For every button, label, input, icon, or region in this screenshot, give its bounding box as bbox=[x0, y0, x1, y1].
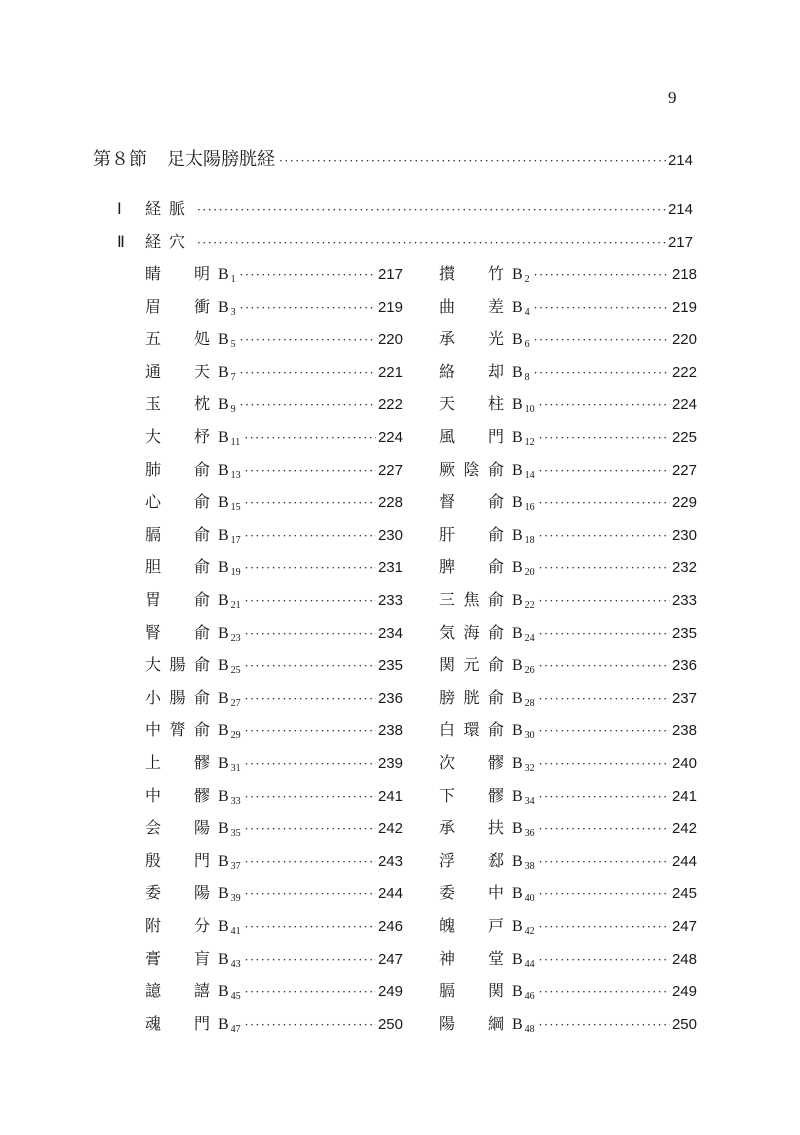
point-code: B $_{33}$ bbox=[218, 788, 241, 807]
point-entry[interactable] bbox=[439, 978, 697, 1002]
leader-dots bbox=[245, 790, 376, 804]
leader-dots bbox=[539, 561, 670, 575]
leader-dots bbox=[245, 496, 376, 510]
point-page: 237 bbox=[671, 690, 697, 707]
point-page: 245 bbox=[671, 885, 697, 902]
point-code: B $_{46}$ bbox=[512, 983, 535, 1002]
leader-dots bbox=[245, 659, 376, 673]
point-entry[interactable] bbox=[439, 848, 697, 872]
point-entry[interactable] bbox=[439, 554, 697, 578]
leader-dots bbox=[245, 757, 376, 771]
point-page: 238 bbox=[671, 722, 697, 739]
leader-dots bbox=[539, 920, 670, 934]
point-name: 督俞 bbox=[439, 492, 504, 511]
point-name: 睛明 bbox=[145, 264, 210, 283]
point-page: 249 bbox=[377, 983, 403, 1000]
point-name: 胃俞 bbox=[145, 590, 210, 609]
leader-dots bbox=[240, 333, 376, 347]
point-entry[interactable] bbox=[145, 424, 403, 448]
point-page: 225 bbox=[671, 429, 697, 446]
point-page: 242 bbox=[671, 820, 697, 837]
point-page: 222 bbox=[377, 396, 403, 413]
subsection-entry[interactable] bbox=[117, 196, 693, 219]
point-name: 会陽 bbox=[145, 818, 210, 837]
point-code: B $_{10}$ bbox=[512, 396, 535, 415]
point-code: B $_{29}$ bbox=[218, 722, 241, 741]
leader-dots bbox=[245, 464, 376, 478]
point-name: 玉枕 bbox=[145, 394, 210, 413]
point-code: B $_{41}$ bbox=[218, 918, 241, 937]
point-entry[interactable] bbox=[145, 848, 403, 872]
point-code: B $_{13}$ bbox=[218, 462, 241, 481]
point-name: 肝俞 bbox=[439, 525, 504, 544]
point-entry[interactable] bbox=[145, 946, 403, 970]
point-page: 236 bbox=[377, 690, 403, 707]
leader-dots bbox=[539, 692, 670, 706]
point-entry[interactable] bbox=[439, 815, 697, 839]
point-code: B $_{14}$ bbox=[512, 462, 535, 481]
point-name: 脾俞 bbox=[439, 557, 504, 576]
point-code: B $_3$ bbox=[218, 299, 236, 318]
point-code: B $_{12}$ bbox=[512, 429, 535, 448]
leader-dots bbox=[240, 398, 376, 412]
leader-dots bbox=[245, 985, 376, 999]
point-entry[interactable] bbox=[145, 522, 403, 546]
point-page: 243 bbox=[377, 853, 403, 870]
point-name: 通天 bbox=[145, 362, 210, 381]
point-code: B $_{31}$ bbox=[218, 755, 241, 774]
point-name: 曲差 bbox=[439, 297, 504, 316]
point-code: B $_6$ bbox=[512, 331, 530, 350]
leader-dots bbox=[539, 985, 670, 999]
point-page: 248 bbox=[671, 951, 697, 968]
point-code: B $_{30}$ bbox=[512, 722, 535, 741]
point-page: 230 bbox=[377, 527, 403, 544]
point-name: 殷門 bbox=[145, 851, 210, 870]
point-entry[interactable] bbox=[439, 913, 697, 937]
leader-dots bbox=[539, 627, 670, 641]
point-code: B $_{42}$ bbox=[512, 918, 535, 937]
point-code: B $_{37}$ bbox=[218, 853, 241, 872]
point-name: 膈関 bbox=[439, 981, 504, 1000]
point-name: 心俞 bbox=[145, 492, 210, 511]
point-page: 249 bbox=[671, 983, 697, 1000]
point-entry[interactable] bbox=[145, 880, 403, 904]
point-name: 眉衝 bbox=[145, 297, 210, 316]
point-code: B $_{38}$ bbox=[512, 853, 535, 872]
leader-dots bbox=[245, 529, 376, 543]
point-code: B $_{11}$ bbox=[218, 429, 241, 448]
leader-dots bbox=[539, 398, 670, 412]
point-page: 227 bbox=[671, 462, 697, 479]
point-code: B $_{45}$ bbox=[218, 983, 241, 1002]
point-entry[interactable] bbox=[439, 750, 697, 774]
point-code: B $_{23}$ bbox=[218, 625, 241, 644]
point-entry[interactable] bbox=[145, 457, 403, 481]
section-number: 第８節 bbox=[93, 149, 147, 170]
leader-dots bbox=[534, 366, 670, 380]
point-entry[interactable] bbox=[145, 652, 403, 676]
leader-dots bbox=[534, 268, 670, 282]
subsection-page: 217 bbox=[667, 234, 693, 251]
point-entry[interactable] bbox=[439, 587, 697, 611]
point-code: B $_{22}$ bbox=[512, 592, 535, 611]
point-code: B $_{35}$ bbox=[218, 820, 241, 839]
point-page: 234 bbox=[377, 625, 403, 642]
point-code: B $_5$ bbox=[218, 331, 236, 350]
point-page: 241 bbox=[671, 788, 697, 805]
leader-dots bbox=[539, 529, 670, 543]
leader-dots bbox=[539, 659, 670, 673]
point-code: B $_4$ bbox=[512, 299, 530, 318]
point-entry[interactable] bbox=[439, 717, 697, 741]
leader-dots bbox=[279, 154, 666, 168]
leader-dots bbox=[539, 1018, 670, 1032]
leader-dots bbox=[539, 953, 670, 967]
point-entry[interactable] bbox=[145, 489, 403, 513]
point-name: 下髎 bbox=[439, 786, 504, 805]
leader-dots bbox=[245, 1018, 376, 1032]
leader-dots bbox=[539, 431, 670, 445]
point-code: B $_{15}$ bbox=[218, 494, 241, 513]
point-code: B $_{18}$ bbox=[512, 527, 535, 546]
point-code: B $_{19}$ bbox=[218, 559, 241, 578]
point-page: 240 bbox=[671, 755, 697, 772]
point-entry[interactable] bbox=[145, 913, 403, 937]
point-entry[interactable] bbox=[145, 294, 403, 318]
point-code: B $_{47}$ bbox=[218, 1016, 241, 1035]
point-code: B $_{17}$ bbox=[218, 527, 241, 546]
point-code: B $_{48}$ bbox=[512, 1016, 535, 1035]
point-code: B $_2$ bbox=[512, 266, 530, 285]
point-code: B $_{24}$ bbox=[512, 625, 535, 644]
leader-dots bbox=[539, 757, 670, 771]
point-entry[interactable] bbox=[439, 783, 697, 807]
point-name: 三焦俞 bbox=[439, 590, 504, 609]
point-entry[interactable] bbox=[145, 587, 403, 611]
point-name: 浮郄 bbox=[439, 851, 504, 870]
point-entry[interactable] bbox=[145, 554, 403, 578]
leader-dots bbox=[240, 268, 376, 282]
point-name: 胆俞 bbox=[145, 557, 210, 576]
point-entry[interactable] bbox=[439, 391, 697, 415]
point-code: B $_{27}$ bbox=[218, 690, 241, 709]
point-name: 攅竹 bbox=[439, 264, 504, 283]
point-page: 244 bbox=[671, 853, 697, 870]
point-code: B $_{43}$ bbox=[218, 951, 241, 970]
leader-dots bbox=[245, 953, 376, 967]
point-entry[interactable] bbox=[439, 359, 697, 383]
point-page: 227 bbox=[377, 462, 403, 479]
point-entry[interactable] bbox=[145, 620, 403, 644]
point-page: 220 bbox=[671, 331, 697, 348]
leader-dots bbox=[245, 561, 376, 575]
point-entry[interactable] bbox=[145, 717, 403, 741]
point-entry[interactable] bbox=[145, 391, 403, 415]
point-entry[interactable] bbox=[439, 1011, 697, 1035]
point-name: 絡却 bbox=[439, 362, 504, 381]
point-code: B $_{34}$ bbox=[512, 788, 535, 807]
point-entry[interactable] bbox=[439, 652, 697, 676]
point-page: 219 bbox=[671, 299, 697, 316]
leader-dots bbox=[539, 496, 670, 510]
point-entry[interactable] bbox=[439, 522, 697, 546]
leader-dots bbox=[197, 236, 666, 250]
point-page: 239 bbox=[377, 755, 403, 772]
point-name: 小腸俞 bbox=[145, 688, 210, 707]
point-entry[interactable] bbox=[439, 489, 697, 513]
leader-dots bbox=[245, 887, 376, 901]
point-entry[interactable] bbox=[145, 359, 403, 383]
point-page: 246 bbox=[377, 918, 403, 935]
point-code: B $_{21}$ bbox=[218, 592, 241, 611]
point-name: 中髎 bbox=[145, 786, 210, 805]
point-entry[interactable] bbox=[439, 685, 697, 709]
point-name: 附分 bbox=[145, 916, 210, 935]
point-name: 関元俞 bbox=[439, 655, 504, 674]
subsection-title: 経脈 bbox=[145, 199, 194, 218]
point-entry[interactable] bbox=[145, 685, 403, 709]
leader-dots bbox=[539, 855, 670, 869]
point-entry[interactable] bbox=[439, 294, 697, 318]
leader-dots bbox=[245, 724, 376, 738]
point-code: B $_{26}$ bbox=[512, 657, 535, 676]
point-page: 250 bbox=[671, 1016, 697, 1033]
point-page: 218 bbox=[671, 266, 697, 283]
leader-dots bbox=[539, 790, 670, 804]
point-code: B $_{16}$ bbox=[512, 494, 535, 513]
point-page: 220 bbox=[377, 331, 403, 348]
point-name: 厥陰俞 bbox=[439, 460, 504, 479]
subsection-numeral: Ⅱ bbox=[117, 234, 125, 251]
point-page: 236 bbox=[671, 657, 697, 674]
point-entry[interactable] bbox=[439, 880, 697, 904]
point-name: 魄戸 bbox=[439, 916, 504, 935]
point-name: 大杼 bbox=[145, 427, 210, 446]
point-code: B $_{25}$ bbox=[218, 657, 241, 676]
point-code: B $_{20}$ bbox=[512, 559, 535, 578]
point-page: 231 bbox=[377, 559, 403, 576]
leader-dots bbox=[245, 920, 376, 934]
point-name: 次髎 bbox=[439, 753, 504, 772]
point-entry[interactable] bbox=[439, 946, 697, 970]
point-name: 承光 bbox=[439, 329, 504, 348]
leader-dots bbox=[539, 822, 670, 836]
point-code: B $_7$ bbox=[218, 364, 236, 383]
point-entry[interactable] bbox=[439, 620, 697, 644]
point-code: B $_{36}$ bbox=[512, 820, 535, 839]
leader-dots bbox=[240, 301, 376, 315]
subsection-title: 経穴 bbox=[145, 232, 194, 251]
leader-dots bbox=[245, 594, 376, 608]
point-name: 腎俞 bbox=[145, 623, 210, 642]
point-entry[interactable] bbox=[439, 457, 697, 481]
point-name: 天柱 bbox=[439, 394, 504, 413]
point-name: 陽綱 bbox=[439, 1014, 504, 1033]
point-entry[interactable] bbox=[439, 424, 697, 448]
point-page: 238 bbox=[377, 722, 403, 739]
section-title: 足太陽膀胱経 bbox=[167, 149, 275, 170]
leader-dots bbox=[245, 822, 376, 836]
subsection-entry[interactable] bbox=[117, 229, 693, 252]
leader-dots bbox=[197, 203, 666, 217]
point-page: 219 bbox=[377, 299, 403, 316]
point-code: B $_{28}$ bbox=[512, 690, 535, 709]
point-page: 247 bbox=[671, 918, 697, 935]
point-code: B $_8$ bbox=[512, 364, 530, 383]
point-page: 217 bbox=[377, 266, 403, 283]
point-entry[interactable] bbox=[145, 783, 403, 807]
point-page: 224 bbox=[377, 429, 403, 446]
point-code: B $_9$ bbox=[218, 396, 236, 415]
leader-dots bbox=[539, 724, 670, 738]
point-entry[interactable] bbox=[439, 326, 697, 350]
point-page: 233 bbox=[671, 592, 697, 609]
point-entry[interactable] bbox=[145, 750, 403, 774]
point-name: 気海俞 bbox=[439, 623, 504, 642]
leader-dots bbox=[534, 301, 670, 315]
point-entry[interactable] bbox=[145, 1011, 403, 1035]
point-name: 五処 bbox=[145, 329, 210, 348]
point-name: 肺俞 bbox=[145, 460, 210, 479]
point-name: 膈俞 bbox=[145, 525, 210, 544]
leader-dots bbox=[240, 366, 376, 380]
point-name: 承扶 bbox=[439, 818, 504, 837]
point-page: 242 bbox=[377, 820, 403, 837]
point-code: B $_{40}$ bbox=[512, 885, 535, 904]
point-name: 委陽 bbox=[145, 883, 210, 902]
point-entry[interactable] bbox=[439, 261, 697, 285]
leader-dots bbox=[245, 692, 376, 706]
point-page: 250 bbox=[377, 1016, 403, 1033]
point-entry[interactable] bbox=[145, 326, 403, 350]
leader-dots bbox=[534, 333, 670, 347]
point-name: 大腸俞 bbox=[145, 655, 210, 674]
point-name: 委中 bbox=[439, 883, 504, 902]
subsection-numeral: Ⅰ bbox=[117, 201, 122, 218]
point-page: 244 bbox=[377, 885, 403, 902]
point-code: B $_1$ bbox=[218, 266, 236, 285]
point-page: 230 bbox=[671, 527, 697, 544]
point-name: 魂門 bbox=[145, 1014, 210, 1033]
point-page: 232 bbox=[671, 559, 697, 576]
point-name: 膏肓 bbox=[145, 949, 210, 968]
point-code: B $_{32}$ bbox=[512, 755, 535, 774]
point-name: 白環俞 bbox=[439, 720, 504, 739]
leader-dots bbox=[245, 627, 376, 641]
section-heading[interactable] bbox=[93, 145, 693, 171]
leader-dots bbox=[539, 464, 670, 478]
point-code: B $_{44}$ bbox=[512, 951, 535, 970]
point-name: 上髎 bbox=[145, 753, 210, 772]
point-page: 235 bbox=[671, 625, 697, 642]
point-name: 神堂 bbox=[439, 949, 504, 968]
point-page: 233 bbox=[377, 592, 403, 609]
point-code: B $_{39}$ bbox=[218, 885, 241, 904]
point-name: 譩譆 bbox=[145, 981, 210, 1000]
point-name: 風門 bbox=[439, 427, 504, 446]
leader-dots bbox=[245, 855, 376, 869]
page-number: 9 bbox=[668, 88, 677, 107]
leader-dots bbox=[244, 431, 376, 445]
point-page: 228 bbox=[377, 494, 403, 511]
leader-dots bbox=[539, 594, 670, 608]
point-page: 229 bbox=[671, 494, 697, 511]
point-page: 221 bbox=[377, 364, 403, 381]
point-entry[interactable] bbox=[145, 815, 403, 839]
section-page: 214 bbox=[667, 152, 693, 169]
point-page: 235 bbox=[377, 657, 403, 674]
subsection-page: 214 bbox=[667, 201, 693, 218]
point-name: 中膂俞 bbox=[145, 720, 210, 739]
point-name: 膀胱俞 bbox=[439, 688, 504, 707]
point-page: 224 bbox=[671, 396, 697, 413]
point-entry[interactable] bbox=[145, 261, 403, 285]
point-page: 241 bbox=[377, 788, 403, 805]
point-entry[interactable] bbox=[145, 978, 403, 1002]
point-page: 247 bbox=[377, 951, 403, 968]
point-page: 222 bbox=[671, 364, 697, 381]
leader-dots bbox=[539, 887, 670, 901]
